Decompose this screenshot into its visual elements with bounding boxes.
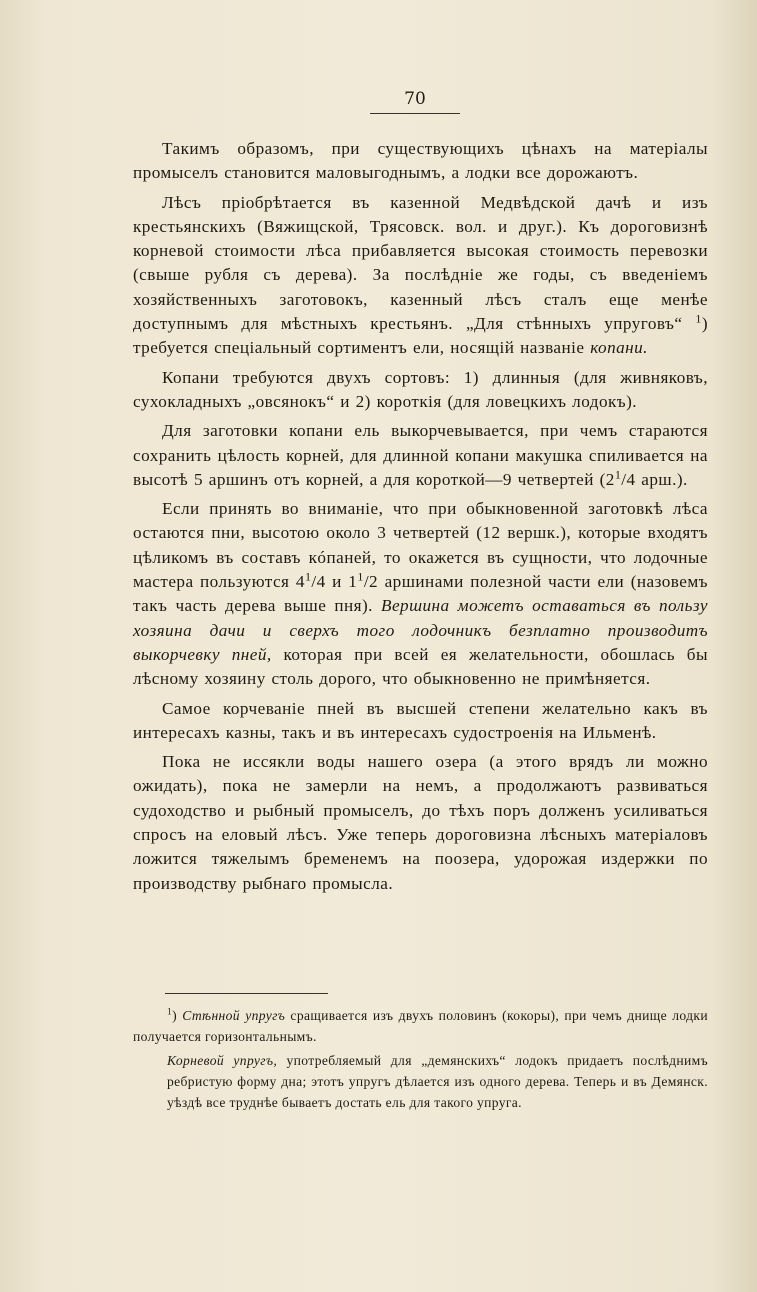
paragraph bbox=[133, 497, 708, 691]
paragraph bbox=[133, 366, 708, 415]
footnote-separator bbox=[165, 993, 328, 994]
text-run: Такимъ образомъ, при существующихъ цѣнахъ на матеріалы промыселъ становится маловыгоднымъ, а лодки все дорожаютъ. bbox=[133, 139, 708, 183]
page-number: 70 bbox=[404, 89, 426, 109]
footnote bbox=[133, 1051, 708, 1113]
text-run: Для заготовки копани ель выкорчевывается, при чемъ стараются сохранить цѣлость корней, для длинной копани макушка спиливается на высотѣ 5 аршинъ отъ корней, а для короткой—9 четвертей (2 bbox=[133, 421, 708, 489]
text-run: сращивается изъ двухъ половинъ (кокоры), при чемъ днище лодки получается горизонтальнымъ. bbox=[133, 1008, 708, 1044]
italic-text: Стѣнной упругъ bbox=[182, 1008, 286, 1023]
italic-text: копани. bbox=[590, 338, 648, 358]
footnote bbox=[133, 1006, 708, 1047]
paragraph bbox=[133, 137, 708, 186]
text-run: Если принять во вниманіе, что при обыкновенной заготовкѣ лѣса остаются пни, высотою около 3 четвертей (12 вершк.), которые входятъ цѣликомъ въ составъ кóпаней, то окажется въ сущности, что лодочные мастера пользуются 4 bbox=[133, 499, 708, 592]
text-run: ) требуется спеціальный сортиментъ ели, носящій названіе bbox=[133, 314, 708, 358]
text-run: /4 и 1 bbox=[311, 572, 358, 592]
page-number-rule bbox=[370, 113, 460, 114]
paragraph bbox=[133, 191, 708, 361]
text-run: Копани требуются двухъ сортовъ: 1) длинныя (для живняковъ, сухокладныхъ „овсянокъ“ и 2) короткія (для ловецкихъ лодокъ). bbox=[133, 367, 708, 411]
footnote-marker: 1 bbox=[695, 311, 702, 326]
text-run: Лѣсъ пріобрѣтается въ казенной Медвѣдской дачѣ и изъ крестьянскихъ (Вяжищской, Трясовск. вол. и друг.). Къ дороговизнѣ корневой стоимости лѣса прибавляется высокая стоимость перевозки (свыше рубля съ дерева). За послѣдніе же годы, съ введеніемъ хозяйственныхъ заготовокъ, казенный лѣсъ сталъ еще менѣе доступнымъ для мѣстныхъ крестьянъ. „Для стѣнныхъ упруговъ“ bbox=[133, 192, 708, 334]
footnote-marker: 1 bbox=[614, 467, 622, 482]
italic-text: Вершина можетъ оставаться въ пользу хозяина дачи и сверхъ того лодочникъ безплатно производитъ выкорчевку пней, bbox=[133, 596, 709, 664]
text-run: /4 арш.). bbox=[621, 469, 688, 489]
main-text bbox=[133, 137, 708, 901]
text-run: /2 аршинами полезной части ели (назовемъ такъ часть дерева выше пня). bbox=[133, 572, 708, 616]
text-run: употребляемый для „демянскихъ“ лодокъ придаетъ послѣднимъ ребристую форму дна; этотъ упругъ дѣлается изъ одного дерева. Теперь и въ Демянск. уѣздѣ все труднѣе бываетъ достать ель для такого упруга. bbox=[167, 1053, 708, 1110]
footnote-marker: 1 bbox=[304, 569, 312, 584]
footnote-marker: 1 bbox=[357, 569, 364, 584]
paragraph bbox=[133, 750, 708, 896]
footnote-marker: 1 bbox=[167, 1007, 173, 1018]
italic-text: Корневой упругъ, bbox=[167, 1053, 278, 1069]
footnotes bbox=[133, 1006, 708, 1118]
text-run: Пока не иссякли воды нашего озера (а этого врядъ ли можно ожидать), пока не замерли на немъ, а продолжаютъ развиваться судоходство и рыбный промыселъ, до тѣхъ поръ долженъ усиливаться спросъ на еловый лѣсъ. Уже теперь дороговизна лѣсныхъ матеріаловъ ложится тяжелымъ бременемъ на поозера, удорожая издержки по производству рыбнаго промысла. bbox=[133, 752, 708, 893]
paragraph bbox=[133, 419, 708, 492]
paragraph bbox=[133, 697, 708, 746]
text-run: Самое корчеваніе пней въ высшей степени желательно какъ въ интересахъ казны, такъ и въ интересахъ судостроенія на Ильменѣ. bbox=[133, 698, 708, 742]
text-run: которая при всей ея желательности, обошлась бы лѣсному хозяину столь дорого, что обыкновенно не примѣняется. bbox=[133, 644, 708, 689]
text-run: ) bbox=[172, 1008, 183, 1023]
